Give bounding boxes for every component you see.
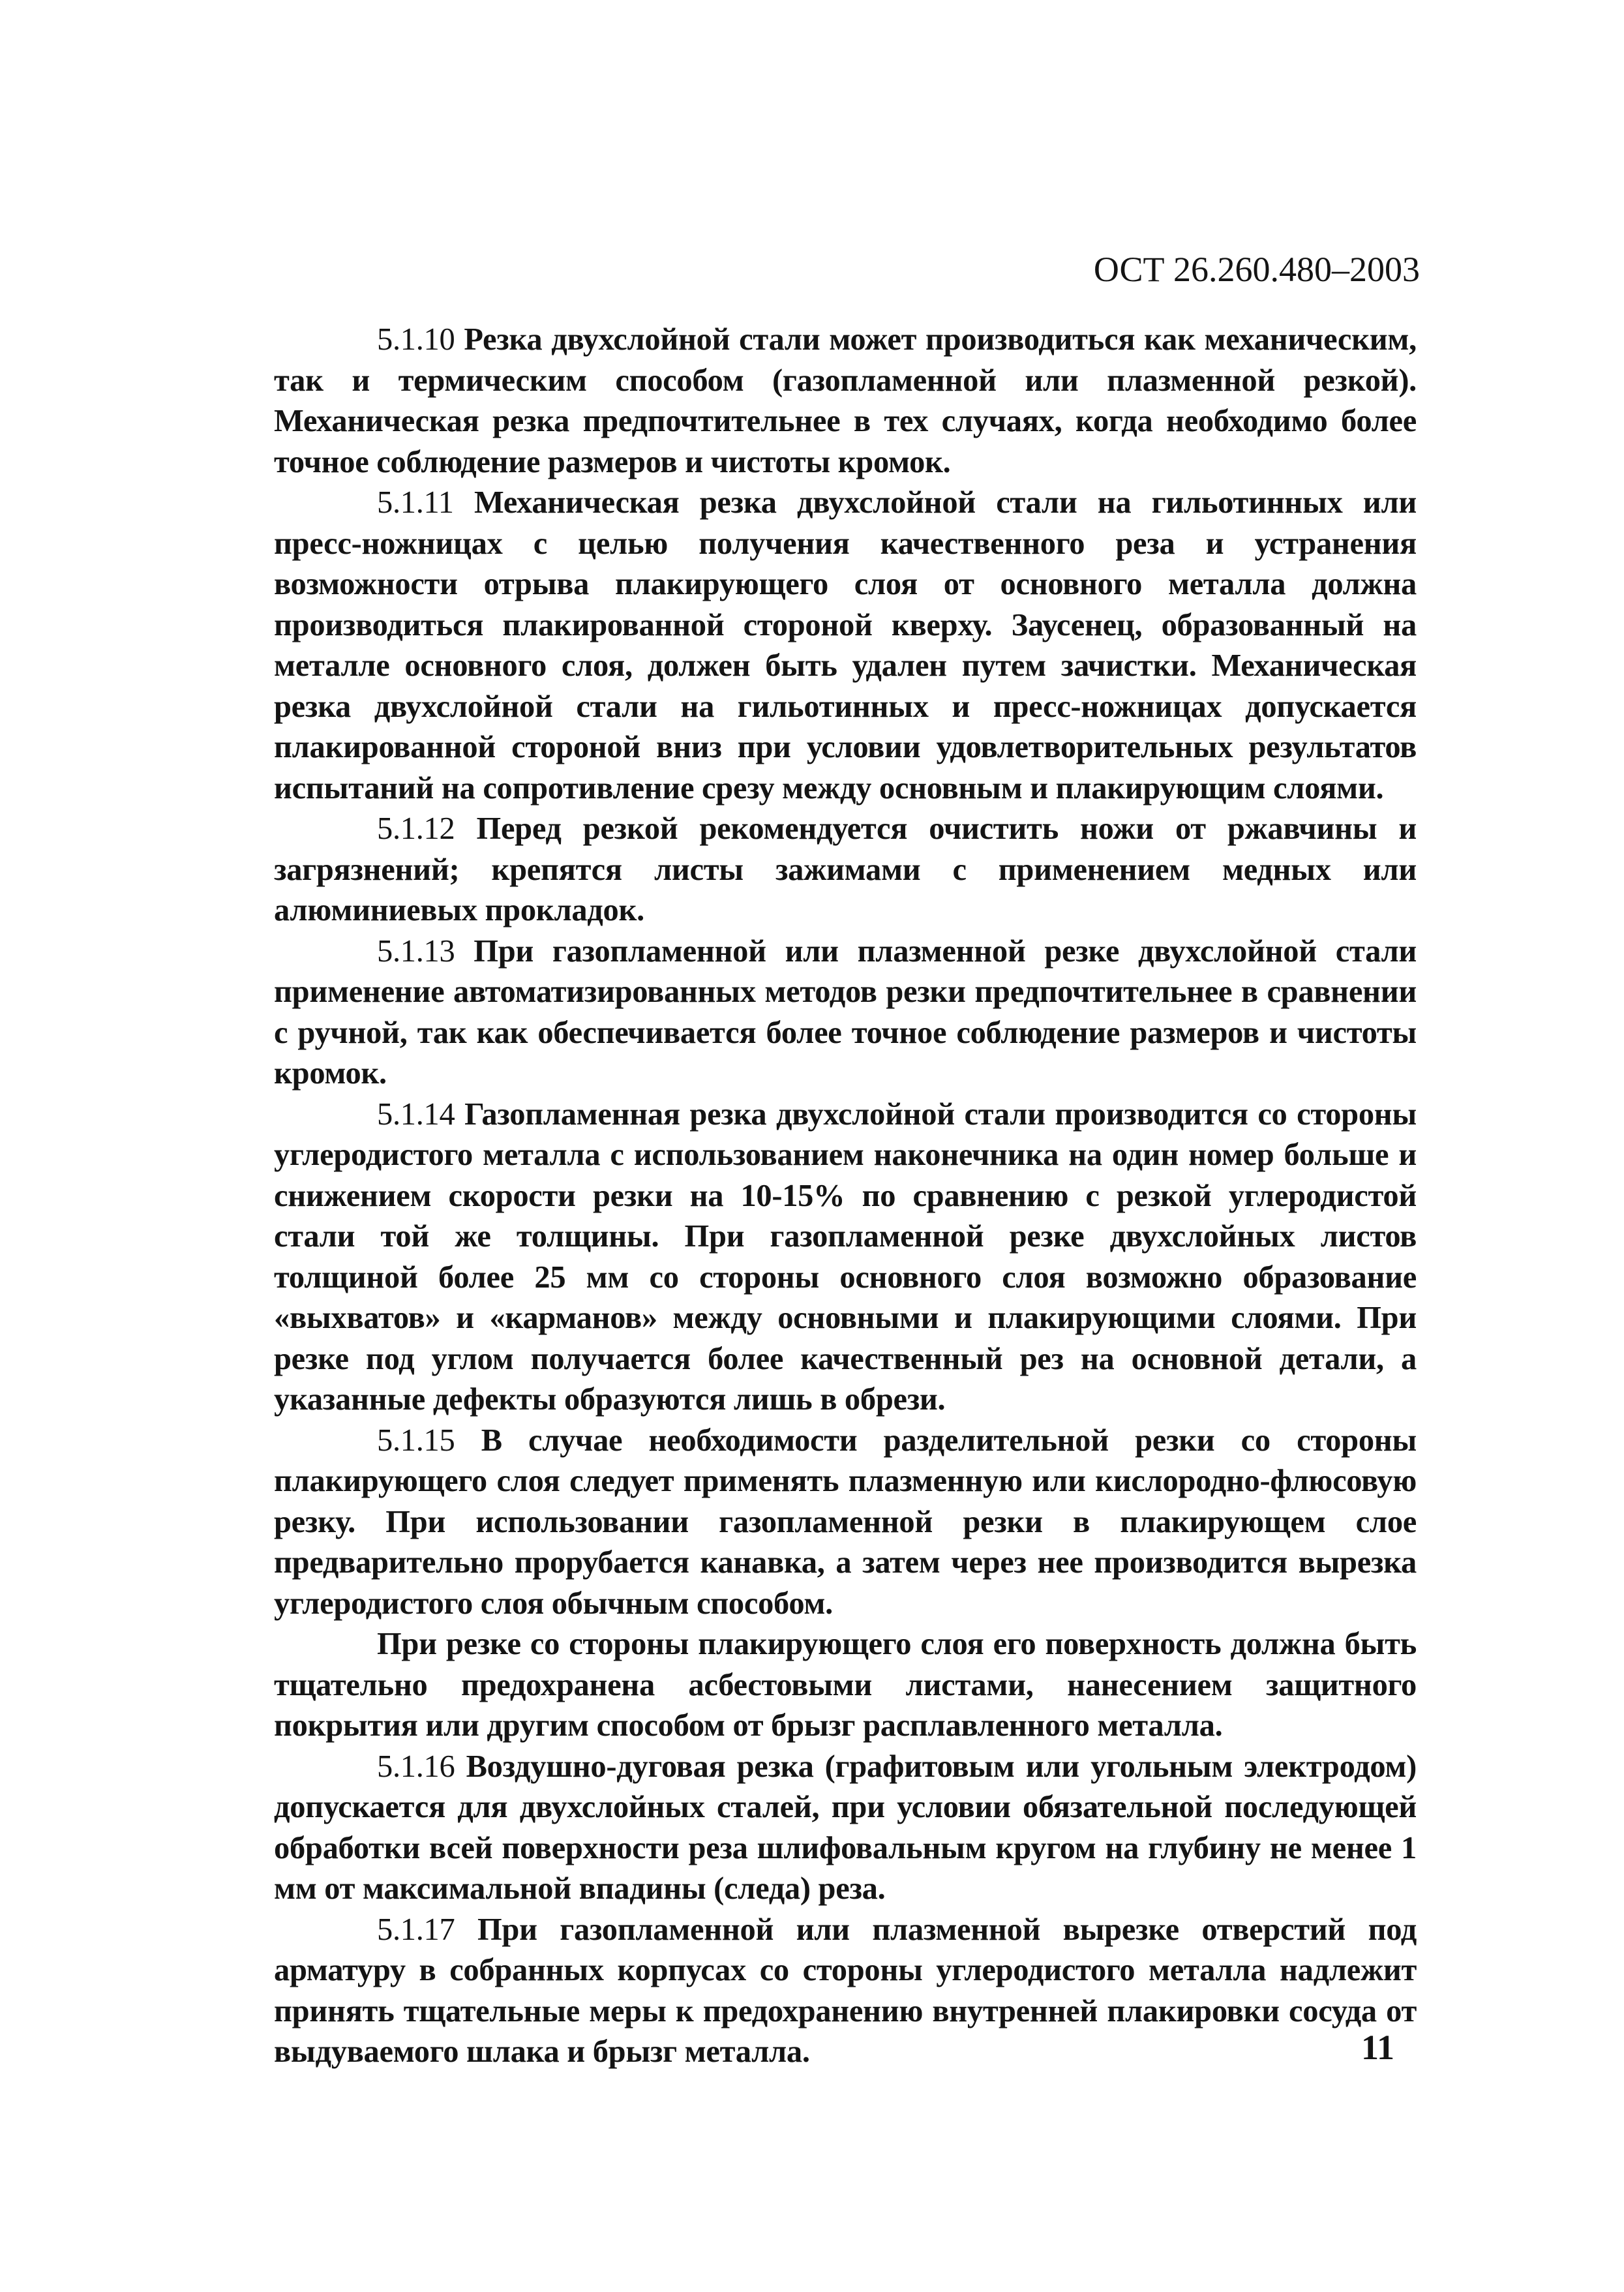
paragraph-5-1-13: [274, 931, 1417, 1094]
paragraph-5-1-15-continued: [274, 1624, 1417, 1747]
clause-text: Механическая резка двухслойной стали на гильотинных или пресс-ножницах с целью получения качественного реза и устранения возможности отрыва плакирующего слоя от основного металла должна производиться плакированной стороной кверху. Заусенец, образованный на металле основного слоя, должен быть удален путем зачистки. Механическая резка двухслойной стали на гильотинных и пресс-ножницах допускается плакированной стороной вниз при условии удовлетворительных результатов испытаний на сопротивление срезу между основным и плакирующим слоями.: [274, 485, 1417, 806]
clause-text: Газопламенная резка двухслойной стали производится со стороны углеродистого металла с использованием наконечника на один номер больше и снижением скорости резки на 10-15% по сравнению с резкой углеродистой стали той же толщины. При газопламенной резке двухслойных листов толщиной более 25 мм со стороны основного слоя возможно образование «выхватов» и «карманов» между основными и плакирующими слоями. При резке под углом получается более качественный рез на основной детали, а указанные дефекты образуются лишь в обрези.: [274, 1096, 1417, 1417]
clause-number: 5.1.16: [377, 1749, 455, 1784]
paragraph-5-1-16: [274, 1747, 1417, 1910]
clause-text: При газопламенной или плазменной вырезке отверстий под арматуру в собранных корпусах со стороны углеродистого металла надлежит принять тщательные меры к предохранению внутренней плакировки сосуда от выдуваемого шлака и брызг металла.: [274, 1912, 1417, 2069]
clause-number: 5.1.17: [377, 1912, 455, 1947]
clause-text: Перед резкой рекомендуется очистить ножи от ржавчины и загрязнений; крепятся листы зажимами с применением медных или алюминиевых прокладок.: [274, 811, 1417, 927]
clause-text: При резке со стороны плакирующего слоя его поверхность должна быть тщательно предохранена асбестовыми листами, нанесением защитного покрытия или другим способом от брызг расплавленного металла.: [274, 1627, 1417, 1743]
clause-number: 5.1.14: [377, 1096, 455, 1132]
clause-number: 5.1.13: [377, 933, 455, 969]
clause-number: 5.1.10: [377, 322, 455, 357]
clause-number: 5.1.15: [377, 1423, 455, 1458]
clause-number: 5.1.11: [377, 485, 454, 520]
clause-text: В случае необходимости разделительной резки со стороны плакирующего слоя следует применять плазменную или кислородно-флюсовую резку. При использовании газопламенной резки в плакирующем слое предварительно прорубается канавка, а затем через нее производится вырезка углеродистого слоя обычным способом.: [274, 1423, 1417, 1621]
clause-number: 5.1.12: [377, 811, 455, 846]
paragraph-5-1-10: [274, 320, 1417, 483]
document-body: [274, 320, 1417, 2073]
paragraph-5-1-11: [274, 483, 1417, 809]
paragraph-5-1-17: [274, 1910, 1417, 2073]
page-number: 11: [1361, 2028, 1394, 2067]
clause-text: Резка двухслойной стали может производиться как механическим, так и термическим способом (газопламенной или плазменной резкой). Механическая резка предпочтительнее в тех случаях, когда необходимо более точное соблюдение размеров и чистоты кромок.: [274, 322, 1417, 479]
clause-text: Воздушно-дуговая резка (графитовым или угольным электродом) допускается для двухслойных сталей, при условии обязательной последующей обработки всей поверхности реза шлифовальным кругом на глубину не менее 1 мм от максимальной впадины (следа) реза.: [274, 1749, 1417, 1906]
paragraph-5-1-14: [274, 1094, 1417, 1421]
paragraph-5-1-15: [274, 1421, 1417, 1625]
document-code: ОСТ 26.260.480–2003: [1093, 250, 1420, 289]
clause-text: При газопламенной или плазменной резке двухслойной стали применение автоматизированных методов резки предпочтительнее в сравнении с ручной, так как обеспечивается более точное соблюдение размеров и чистоты кромок.: [274, 933, 1417, 1091]
paragraph-5-1-12: [274, 809, 1417, 931]
